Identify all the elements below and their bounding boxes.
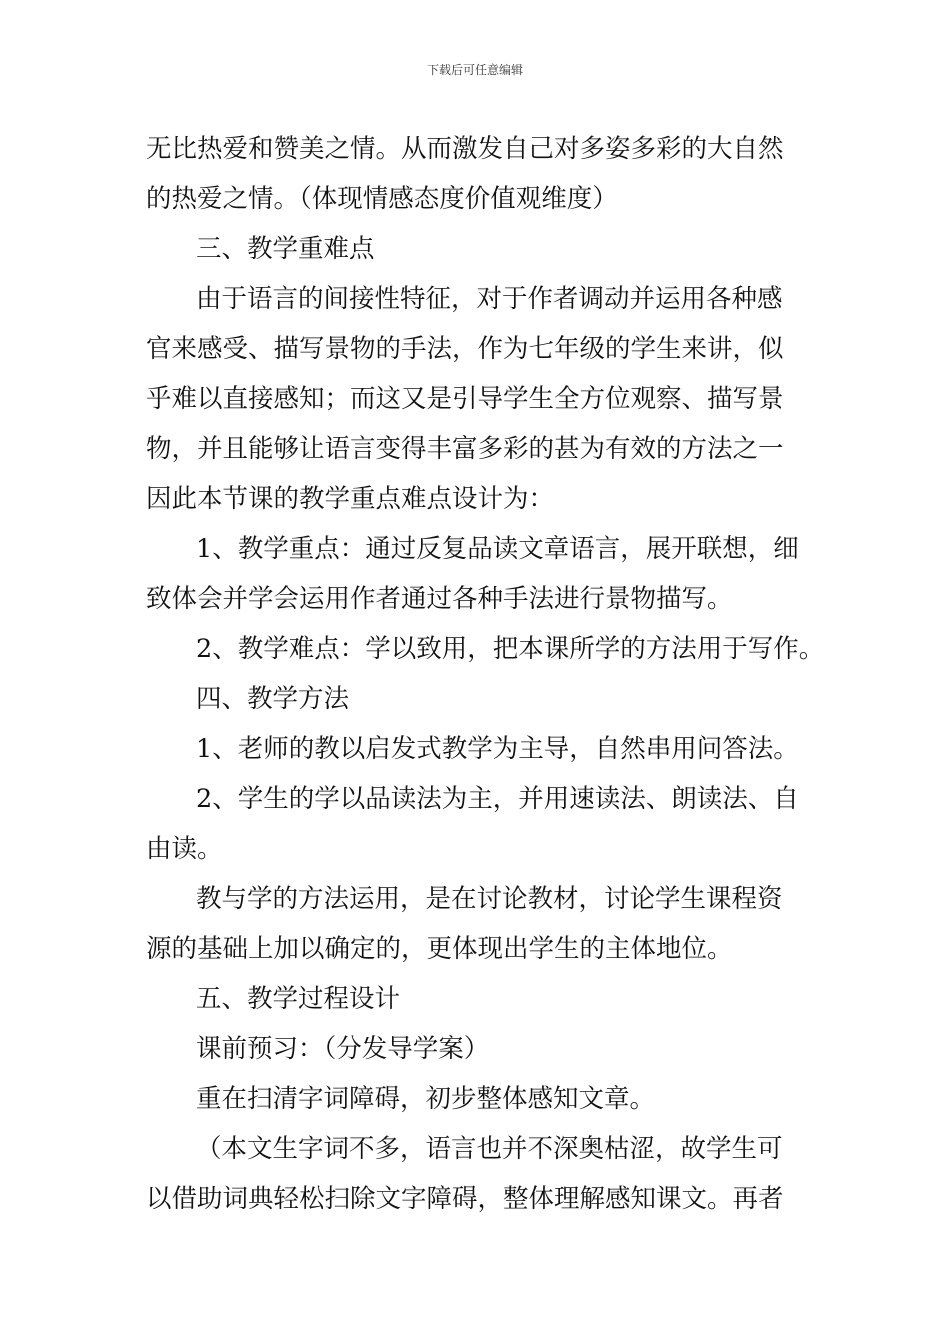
text-line: 重在扫清字词障碍，初步整体感知文章。 bbox=[196, 1084, 656, 1114]
text-line: 乎难以直接感知；而这又是引导学生全方位观察、描写景 bbox=[146, 384, 784, 414]
text-line: 源的基础上加以确定的，更体现出学生的主体地位。 bbox=[146, 934, 733, 964]
text-line: 由于语言的间接性特征，对于作者调动并运用各种感 bbox=[196, 284, 783, 314]
list-item: 2、教学难点：学以致用，把本课所学的方法用于写作。 bbox=[196, 634, 825, 664]
list-item: 1、老师的教以启发式教学为主导，自然串用问答法。 bbox=[196, 734, 799, 764]
text-line: 官来感受、描写景物的手法，作为七年级的学生来讲，似 bbox=[146, 334, 784, 364]
text-line: 课前预习：（分发导学案） bbox=[196, 1034, 490, 1064]
section-heading: 四、教学方法 bbox=[196, 684, 350, 714]
text-line: 因此本节课的教学重点难点设计为： bbox=[146, 484, 555, 514]
section-heading: 五、教学过程设计 bbox=[196, 984, 401, 1014]
text-line: 由读。 bbox=[146, 834, 223, 864]
text-line: 物，并且能够让语言变得丰富多彩的甚为有效的方法之一 bbox=[146, 434, 784, 464]
text-line: 的热爱之情。（体现情感态度价值观维度） bbox=[146, 184, 618, 214]
text-line: 致体会并学会运用作者通过各种手法进行景物描写。 bbox=[146, 584, 733, 614]
text-line: （本文生字词不多，语言也并不深奥枯涩，故学生可 bbox=[196, 1134, 783, 1164]
list-item: 2、学生的学以品读法为主，并用速读法、朗读法、自 bbox=[196, 784, 799, 814]
list-item: 1、教学重点：通过反复品读文章语言，展开联想，细 bbox=[196, 534, 799, 564]
section-heading: 三、教学重难点 bbox=[196, 234, 375, 264]
text-line: 教与学的方法运用，是在讨论教材，讨论学生课程资 bbox=[196, 884, 783, 914]
page-header-note: 下载后可任意编辑 bbox=[426, 63, 523, 77]
text-line: 无比热爱和赞美之情。从而激发自己对多姿多彩的大自然 bbox=[146, 134, 784, 164]
text-line: 以借助词典轻松扫除文字障碍，整体理解感知课文。再者 bbox=[146, 1184, 784, 1214]
document-body bbox=[146, 124, 825, 1224]
